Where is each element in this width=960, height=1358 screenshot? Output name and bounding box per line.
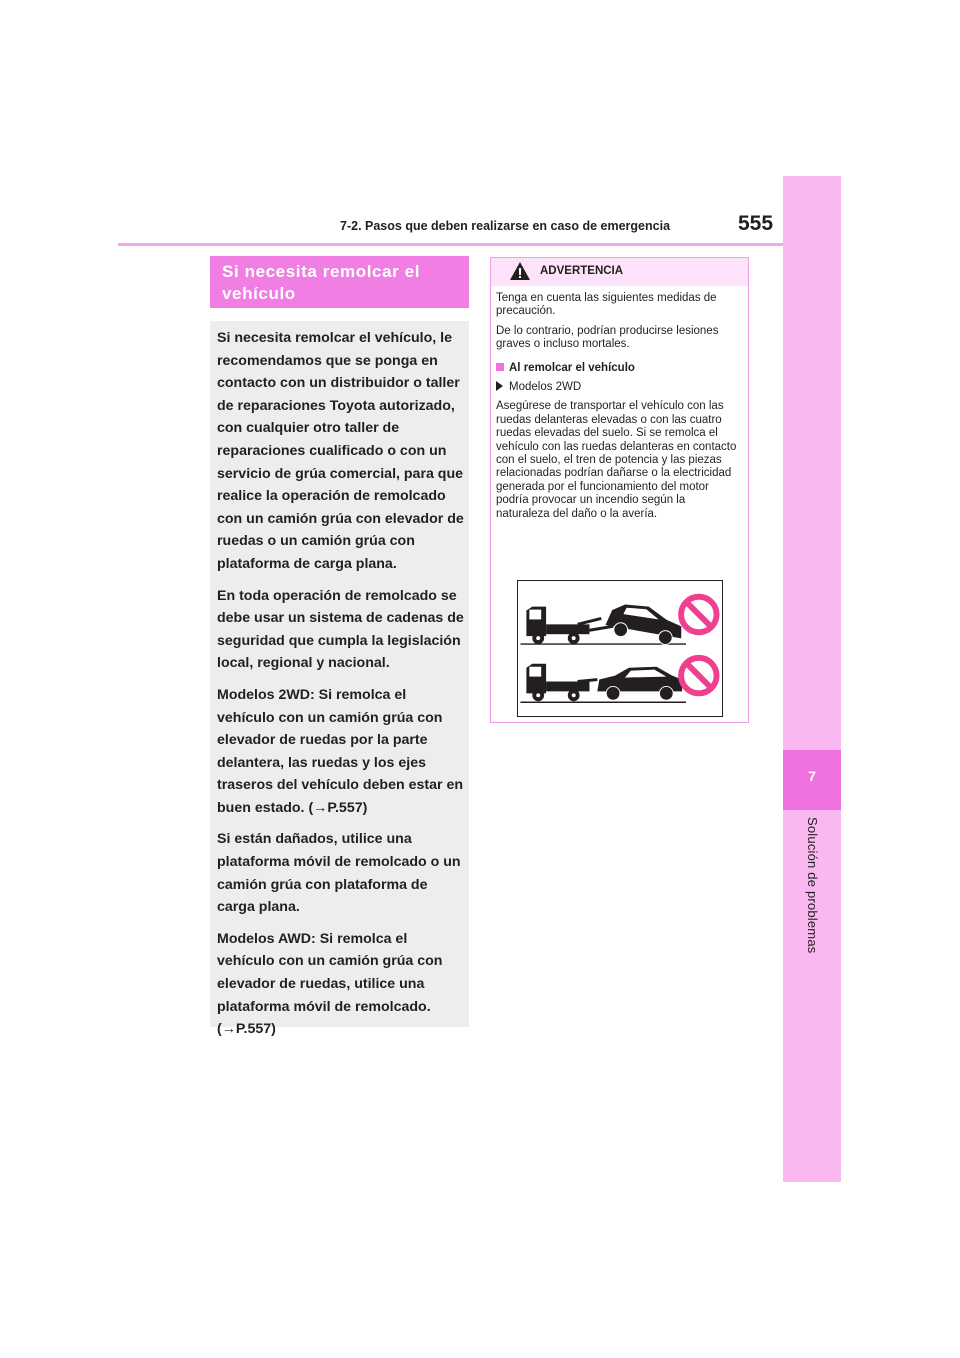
chapter-side-tab: [783, 176, 841, 1182]
page-number: 555: [738, 212, 774, 235]
prohibition-icon: [681, 658, 716, 693]
warning-text: Asegúrese de transportar el vehículo con las ruedas delanteras elevadas o con las cuatro ruedas elevadas del suelo. Si se remolca el vehículo con las ruedas delanteras en contacto con el suelo, el tren de potencia y las piezas relacionadas podrían dañarse o la electricidad generada por el funcionamiento del motor podría provocar un incendio según la naturaleza del daño o la avería.: [496, 400, 737, 520]
square-bullet-icon: [496, 363, 504, 371]
prohibition-icon: [681, 597, 716, 632]
warning-body: [496, 292, 741, 527]
warning-intro: De lo contrario, podrían producirse lesiones graves o incluso mortales.: [496, 324, 719, 351]
car-icon: [597, 667, 682, 701]
body-paragraph: Si necesita remolcar el vehículo, le recomendamos que se ponga en contacto con un distribuidor o taller de reparaciones Toyota autorizado, con cualquier otro taller de reparaciones cualificado o con un servicio de grúa comercial, para que realice la operación de remolcado con un camión grúa con elevador de ruedas o un camión grúa con plataforma de carga plana.: [217, 330, 464, 572]
warning-heading-text: Al remolcar el vehículo: [509, 361, 635, 374]
section-header: 7-2. Pasos que deben realizarse en caso de emergencia: [340, 219, 671, 233]
body-paragraph: Modelos 2WD: Si remolca el vehículo con un camión grúa con elevador de ruedas por la parte delantera, las ruedas y los ejes traseros del vehículo deben estar en buen estado. (→P.557): [217, 686, 464, 816]
warning-title: ADVERTENCIA: [540, 265, 624, 277]
body-paragraph: En toda operación de remolcado se debe usar un sistema de cadenas de seguridad que cumpla la legislación local, regional y nacional.: [217, 587, 464, 672]
chapter-title: Solución de problemas: [805, 817, 820, 954]
towing-illustration: [517, 580, 723, 717]
warning-heading: [496, 362, 741, 375]
warning-triangle-icon: [509, 261, 531, 281]
header-divider: [118, 243, 783, 246]
section-body: [217, 327, 465, 1050]
body-paragraph: Si están dañados, utilice una plataforma móvil de remolcado o un camión grúa con plataforma de carga plana.: [217, 831, 461, 916]
arrow-bullet-icon: [496, 381, 503, 391]
body-paragraph: Modelos AWD: Si remolca el vehículo con un camión grúa con elevador de ruedas, utilice una plataforma móvil de remolcado. (→P.557): [217, 930, 443, 1038]
warning-subheading: [496, 381, 741, 394]
section-title: Si necesita remolcar el vehículo: [222, 262, 421, 303]
warning-subheading-text: Modelos 2WD: [509, 381, 582, 394]
warning-intro: Tenga en cuenta las siguientes medidas de precaución.: [496, 292, 717, 318]
chapter-number: 7: [808, 768, 816, 784]
car-icon: [604, 600, 686, 647]
